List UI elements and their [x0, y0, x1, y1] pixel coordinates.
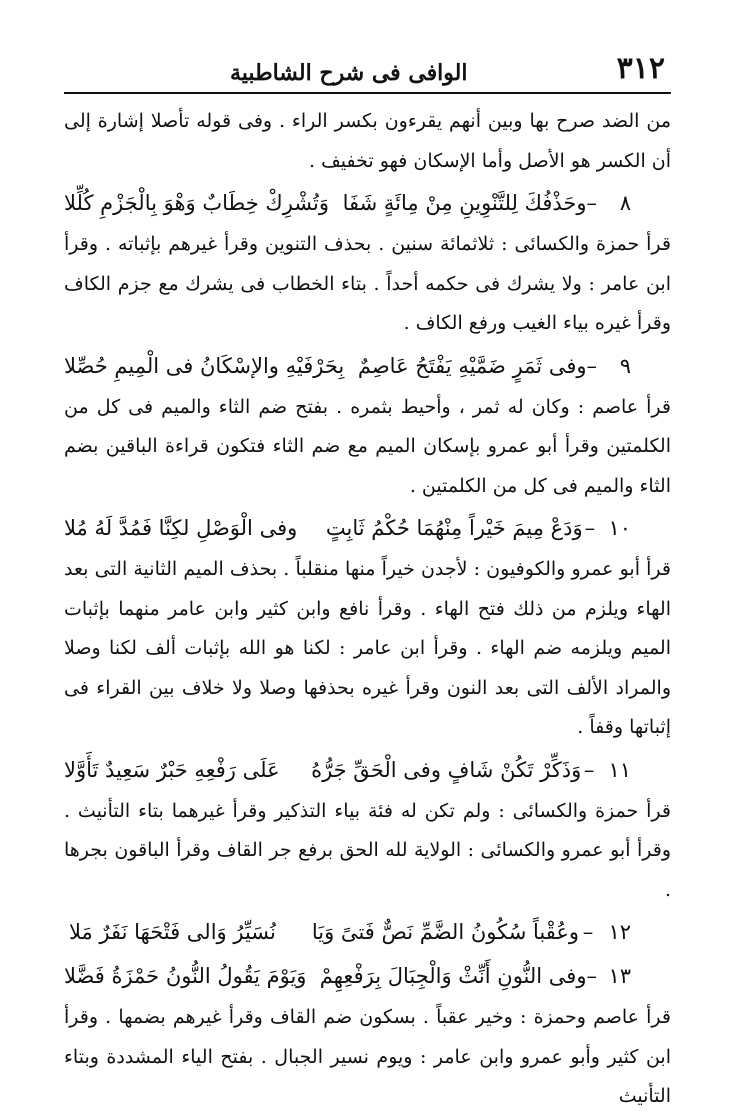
verse-number: ٩ [619, 353, 631, 378]
poem-verse-8 [64, 181, 671, 225]
verse-second-hemistich: عَلَى رَفْعِهِ حَبْرٌ سَعِيدٌ تَأَوَّلا [64, 757, 280, 782]
poem-verse-11 [64, 748, 671, 792]
verse-first-hemistich: وَذَكِّرْ تَكُنْ شَافٍ وفى الْحَقِّ جَرُّهُ [311, 757, 582, 782]
page-number: ٣١٢ [616, 51, 665, 86]
page-header [64, 40, 671, 88]
verse-second-hemistich: وَتُشْرِكْ خِطَابٌ وَهْوَ بِالْجَزْمِ كُلِّلا [64, 191, 330, 215]
verse-second-hemistich: بِحَرْفَيْهِ والإسْكَانُ فى الْمِيمِ حُصِّلا [64, 353, 345, 378]
verse-number: ١١ [608, 757, 631, 782]
page-body [64, 102, 671, 1117]
commentary-paragraph-6: قرأ عاصم وحمزة : وخير عقباً . بسكون ضم القاف وقرأ غيرهم بضمها . وقرأ ابن كثير وأبو عمرو وابن عامر : ويوم نسير الجبال . بفتح الياء المشددة وبتاء التأنيث [64, 1006, 671, 1107]
verse-first-hemistich: وَدَعْ مِيمَ خَيْراً مِنْهُمَا حُكْمُ ثَابِتٍ [325, 516, 583, 540]
commentary-paragraph-2: قرأ حمزة والكسائى : ثلاثمائة سنين . بحذف التنوين وقرأ غيرهم بإثباته . وقرأ ابن عامر : ولا يشرك فى حكمه أحداً . بتاء الخطاب فى يشرك مع جزم الكاف وقرأ غيره بياء الغيب ورفع الكاف . [64, 233, 671, 334]
verse-dash: – [586, 191, 597, 215]
verse-number: ٨ [619, 191, 631, 215]
verse-number: ١٣ [608, 964, 631, 988]
verse-dash: – [586, 353, 597, 378]
verse-first-hemistich: وفى النُّونِ أَنِّثْ وَالْجِبَالَ بِرَفْعِهِمْ [319, 964, 587, 988]
poem-verse-10 [64, 506, 671, 550]
verse-first-hemistich: وفى ثَمَرٍ ضَمَّيْهِ يَفْتَحُ عَاصِمٌ [357, 353, 587, 378]
header-rule [64, 92, 671, 94]
verse-first-hemistich: وحَذْفُكَ لِلتَّنْوِينِ مِنْ مِائَةٍ شَفَا [342, 191, 587, 215]
running-title: الوافى فى شرح الشاطبية [230, 60, 468, 86]
verse-first-hemistich: وعُقْباً سُكُونُ الضَّمِّ نَصٌّ فَتىً وَيَا [311, 920, 579, 944]
verse-second-hemistich: وَيَوْمَ يَقُولُ النُّونُ حَمْزَةُ فَضَّلا [64, 964, 307, 988]
commentary-paragraph-4: قرأ أبو عمرو والكوفيون : لأجدن خيراً منها منقلباً . بحذف الميم الثانية التى بعد الهاء ويلزم من ذلك فتح الهاء . وقرأ نافع وابن كثير وابن عامر منهما بإثبات الميم ويلزمه ضم الهاء . وقرأ ابن عامر : لكنا هو الله بإثبات ألف لكنا وصلا والمراد الألف التى بعد النون وقرأ غيره بحذفها وصلا ولا خلاف بين القراء فى إثباتها وقفاً . [64, 558, 671, 738]
poem-verse-9 [64, 344, 671, 388]
verse-number: ١٢ [608, 920, 631, 944]
verse-number: ١٠ [608, 516, 631, 540]
poem-verse-12 [64, 910, 671, 954]
poem-verse-13 [64, 954, 671, 998]
verse-dash: – [583, 757, 595, 782]
verse-dash: – [584, 516, 596, 540]
verse-dash: – [582, 920, 594, 944]
commentary-paragraph-1: من الضد صرح بها وبين أنهم يقرءون بكسر الراء . وفى قوله تأصلا إشارة إلى أن الكسر هو الأصل وأما الإسكان فهو تخفيف . [64, 110, 671, 172]
commentary-paragraph-3: قرأ عاصم : وكان له ثمر ، وأحيط بثمره . بفتح ضم الثاء والميم فى كل من الكلمتين وقرأ أبو عمرو بإسكان الميم مع ضم الثاء فتكون قراءة الباقين بضم الثاء والميم فى كل من الكلمتين . [64, 395, 671, 497]
commentary-paragraph-5: قرأ حمزة والكسائى : ولم تكن له فئة بياء التذكير وقرأ غيرهما بتاء التأنيث . وقرأ أبو عمرو والكسائى : الولاية لله الحق برفع جر القاف وقرأ الباقون بجرها . [64, 799, 671, 901]
verse-second-hemistich: وفى الْوَصْلِ لكِنَّا فَمُدَّ لَهُ مُلا [64, 516, 298, 540]
verse-dash: – [586, 964, 597, 988]
verse-second-hemistich: نُسَيِّرُ وَالى فَتْحَهَا نَفَرٌ مَلا [68, 920, 276, 944]
